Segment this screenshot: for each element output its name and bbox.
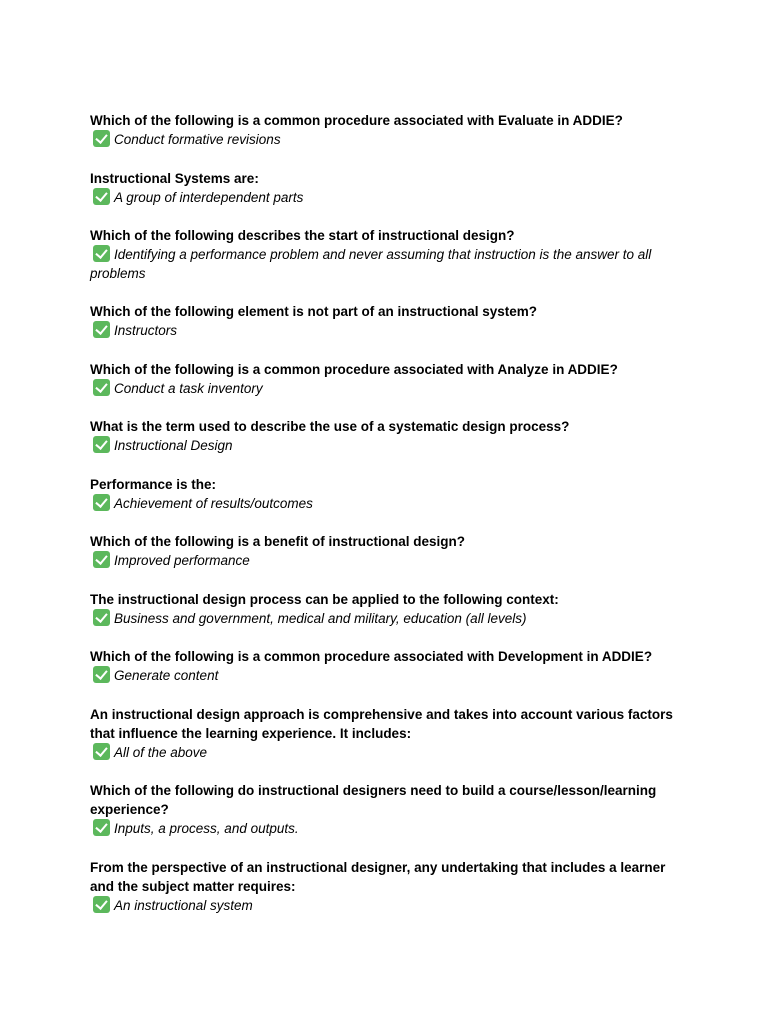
answer-line (90, 188, 680, 208)
answer-line (90, 245, 680, 283)
check-mark-icon (93, 743, 110, 760)
question-text: Which of the following describes the start of instructional design? (90, 228, 515, 243)
check-mark-icon (93, 379, 110, 396)
qa-item (90, 111, 680, 150)
answer-text: Generate content (114, 668, 219, 683)
question-text: Which of the following is a benefit of instructional design? (90, 534, 465, 549)
check-mark-icon (93, 130, 110, 147)
question-text: What is the term used to describe the use of a systematic design process? (90, 419, 570, 434)
answer-line (90, 551, 680, 571)
answer-text: Instructional Design (114, 438, 233, 453)
answer-line (90, 743, 680, 763)
answer-text: Improved performance (114, 553, 250, 568)
qa-item (90, 647, 680, 686)
answer-line (90, 666, 680, 686)
question-text: Which of the following is a common procedure associated with Development in ADDIE? (90, 649, 653, 664)
question-text: Performance is the: (90, 476, 217, 492)
qa-item (90, 226, 680, 283)
answer-line (90, 321, 680, 341)
answer-line (90, 819, 680, 839)
qa-item (90, 169, 680, 208)
answer-text: Conduct formative revisions (114, 132, 281, 147)
qa-item (90, 302, 680, 341)
qa-item (90, 532, 680, 571)
answer-text: All of the above (114, 744, 208, 760)
question-text: Which of the following do instructional designers need to build a course/lesson/learning experience? (90, 783, 657, 817)
answer-text: Inputs, a process, and outputs. (114, 821, 299, 836)
answer-text: Achievement of results/outcomes (114, 495, 313, 511)
qa-item (90, 705, 680, 763)
qa-item (90, 781, 680, 839)
answer-line (90, 379, 680, 399)
question-text: Which of the following is a common procedure associated with Evaluate in ADDIE? (90, 113, 623, 128)
answer-text: Business and government, medical and military, education (all levels) (114, 610, 527, 626)
answer-text: Instructors (114, 323, 178, 338)
answer-line (90, 130, 680, 150)
check-mark-icon (93, 245, 110, 262)
question-text: From the perspective of an instructional designer, any undertaking that includes a learner and the subject matter requires: (90, 859, 666, 894)
qa-item (90, 858, 680, 916)
question-text: Instructional Systems are: (90, 170, 259, 186)
qa-item (90, 417, 680, 456)
check-mark-icon (93, 666, 110, 683)
question-text: An instructional design approach is comprehensive and takes into account various factors that influence the learning experience. It includes: (90, 706, 673, 741)
answer-line (90, 494, 680, 514)
check-mark-icon (93, 551, 110, 568)
check-mark-icon (93, 609, 110, 626)
answer-line (90, 609, 680, 629)
check-mark-icon (93, 896, 110, 913)
question-text: Which of the following element is not part of an instructional system? (90, 304, 538, 319)
answer-text: Conduct a task inventory (114, 380, 263, 396)
qa-item (90, 590, 680, 629)
answer-text: Identifying a performance problem and never assuming that instruction is the answer to all problems (90, 247, 652, 281)
answer-text: A group of interdependent parts (114, 189, 304, 205)
qa-item (90, 360, 680, 399)
question-text: Which of the following is a common procedure associated with Analyze in ADDIE? (90, 361, 618, 377)
question-text: The instructional design process can be applied to the following context: (90, 591, 559, 607)
check-mark-icon (93, 436, 110, 453)
check-mark-icon (93, 819, 110, 836)
answer-line (90, 896, 680, 916)
check-mark-icon (93, 321, 110, 338)
check-mark-icon (93, 188, 110, 205)
qa-item (90, 475, 680, 514)
answer-line (90, 436, 680, 456)
check-mark-icon (93, 494, 110, 511)
answer-text: An instructional system (114, 897, 253, 913)
